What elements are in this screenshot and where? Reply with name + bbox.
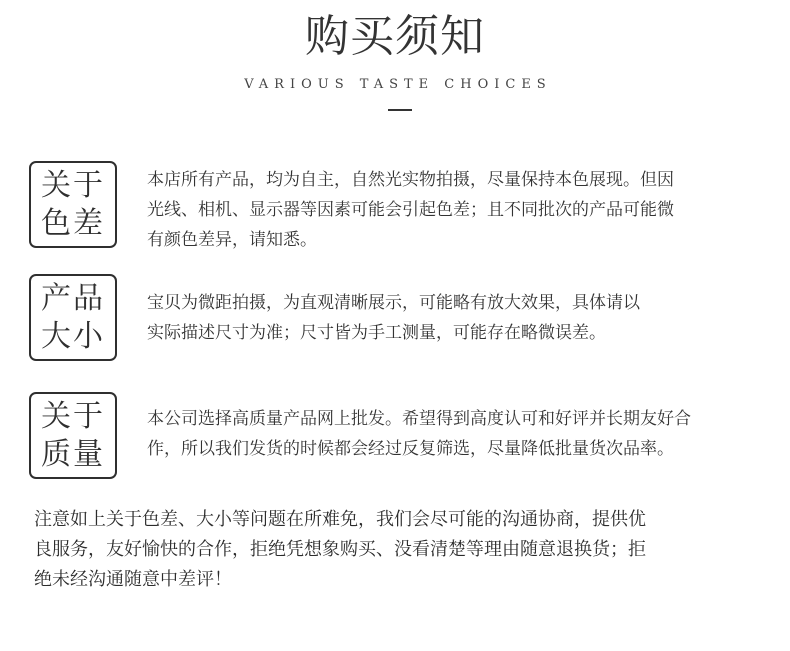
section-label-box	[29, 161, 117, 248]
notice-line: 注意如上关于色差、大小等问题在所难免，我们会尽可能的沟通协商，提供优	[34, 509, 646, 530]
section-description	[147, 404, 767, 464]
notice-paragraph	[34, 505, 764, 595]
section-label-line: 大小	[41, 318, 105, 354]
description-line: 本公司选择高质量产品网上批发。希望得到高度认可和好评并长期友好合	[147, 409, 691, 429]
section-label-line: 色差	[41, 205, 105, 241]
page-title: 购买须知	[305, 11, 485, 62]
notice-line: 良服务，友好愉快的合作，拒绝凭想象购买、没看清楚等理由随意退换货；拒	[34, 539, 646, 560]
section-label-line: 质量	[41, 436, 105, 472]
page-subtitle: VARIOUS TASTE CHOICES	[244, 77, 552, 92]
description-line: 本店所有产品，均为自主，自然光实物拍摄，尽量保持本色展现。但因	[147, 170, 674, 190]
description-line: 实际描述尺寸为准；尺寸皆为手工测量，可能存在略微误差。	[147, 323, 606, 343]
description-line: 有颜色差异，请知悉。	[147, 230, 317, 250]
section-label-line: 关于	[41, 167, 105, 203]
description-line: 宝贝为微距拍摄，为直观清晰展示，可能略有放大效果，具体请以	[147, 293, 640, 313]
notice-line: 绝未经沟通随意中差评！	[34, 569, 232, 590]
section-label-line: 产品	[41, 280, 105, 316]
section-label-line: 关于	[41, 398, 105, 434]
section-description	[147, 165, 767, 255]
section-label-box	[29, 392, 117, 479]
description-line: 作，所以我们发货的时候都会经过反复筛选，尽量降低批量货次品率。	[147, 439, 674, 459]
title-divider	[388, 109, 412, 111]
section-description	[147, 288, 767, 348]
description-line: 光线、相机、显示器等因素可能会引起色差；且不同批次的产品可能微	[147, 200, 674, 220]
section-label-box	[29, 274, 117, 361]
